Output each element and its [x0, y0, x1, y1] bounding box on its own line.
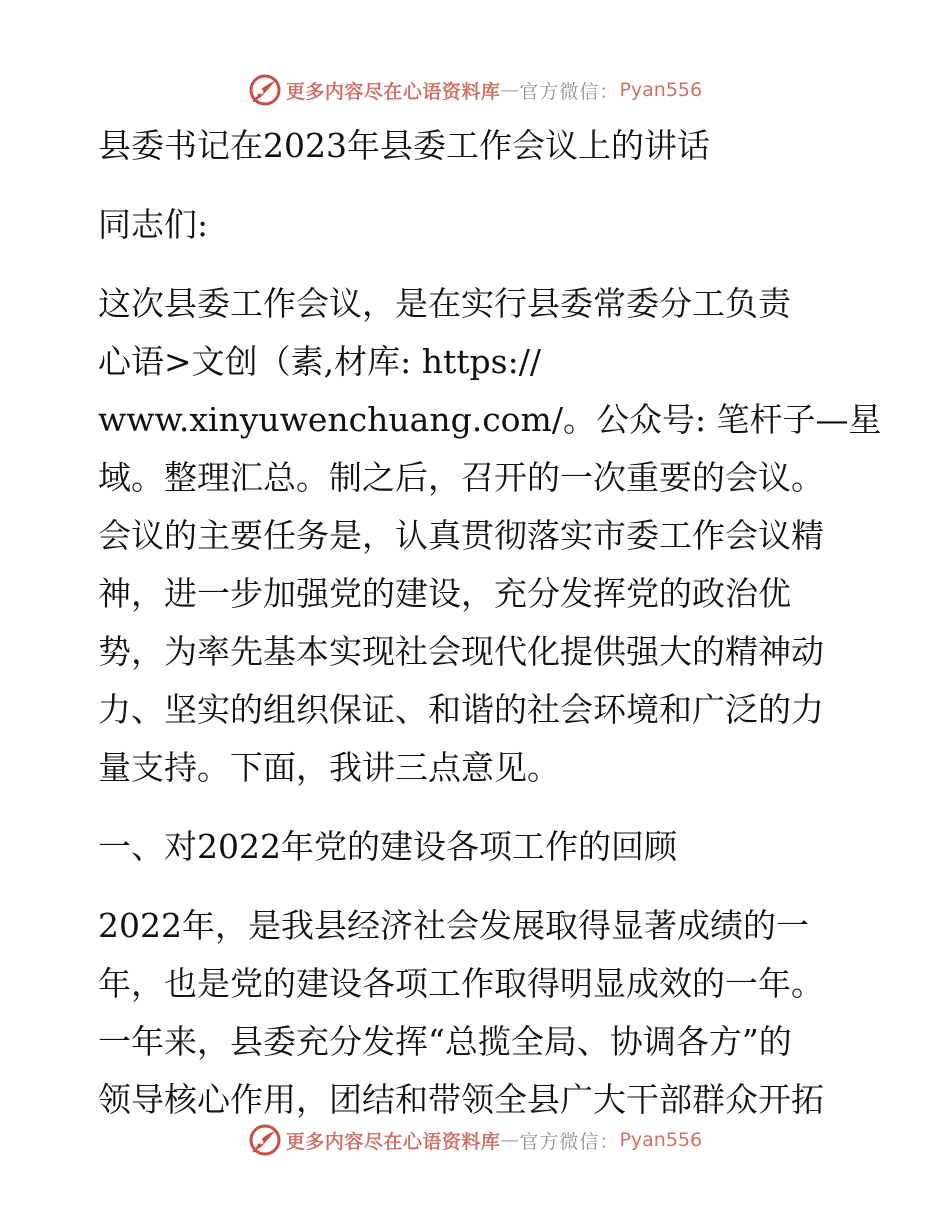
header-separator: —: [500, 79, 520, 101]
document-title: 县委书记在2023年县委工作会议上的讲话: [98, 126, 710, 165]
paragraph-line: 2022年，是我县经济社会发展取得显著成绩的一: [98, 906, 809, 945]
brand-logo-icon: [248, 1123, 282, 1157]
paragraph-line: www.xinyuwenchuang.com/。公众号: 笔杆子—星: [98, 400, 882, 439]
paragraph-line: 领导核心作用，团结和带领全县广大干部群众开拓: [98, 1080, 824, 1119]
header-wechat-id: Pyan556: [619, 79, 703, 101]
footer-wechat-label: 官方微信：: [519, 1130, 620, 1153]
paragraph-line: 一年来，县委充分发挥“总揽全局、协调各方”的: [98, 1022, 792, 1061]
paragraph-line: 量支持。下面，我讲三点意见。: [98, 748, 560, 787]
paragraph-line: 心语>文创（素,材库: https://: [98, 342, 541, 381]
paragraph-line: 域。整理汇总。制之后，召开的一次重要的会议。: [98, 458, 824, 497]
header-watermark: [0, 72, 950, 108]
paragraph-line: 力、坚实的组织保证、和谐的社会环境和广泛的力: [98, 690, 824, 729]
paragraph-line: 势，为率先基本实现社会现代化提供强大的精神动: [98, 632, 824, 671]
paragraph-line: 这次县委工作会议，是在实行县委常委分工负责: [98, 284, 791, 323]
paragraph-review: [98, 897, 852, 1129]
salutation: 同志们:: [98, 205, 209, 244]
paragraph-line: 会议的主要任务是，认真贯彻落实市委工作会议精: [98, 516, 824, 555]
footer-wechat-id: Pyan556: [619, 1129, 703, 1151]
header-wechat-label: 官方微信：: [519, 80, 620, 103]
footer-brand-text: 更多内容尽在心语资料库: [285, 1130, 501, 1153]
brand-logo-icon: [248, 73, 282, 107]
footer-watermark: [0, 1122, 950, 1158]
paragraph-line: 神，进一步加强党的建设，充分发挥党的政治优: [98, 574, 791, 613]
paragraph-line: 年，也是党的建设各项工作取得明显成效的一年。: [98, 964, 824, 1003]
document-body: [98, 117, 882, 1129]
header-brand-text: 更多内容尽在心语资料库: [285, 80, 501, 103]
paragraph-intro: [98, 275, 882, 797]
footer-separator: —: [500, 1129, 520, 1151]
section-heading: 一、对2022年党的建设各项工作的回顾: [98, 827, 677, 866]
